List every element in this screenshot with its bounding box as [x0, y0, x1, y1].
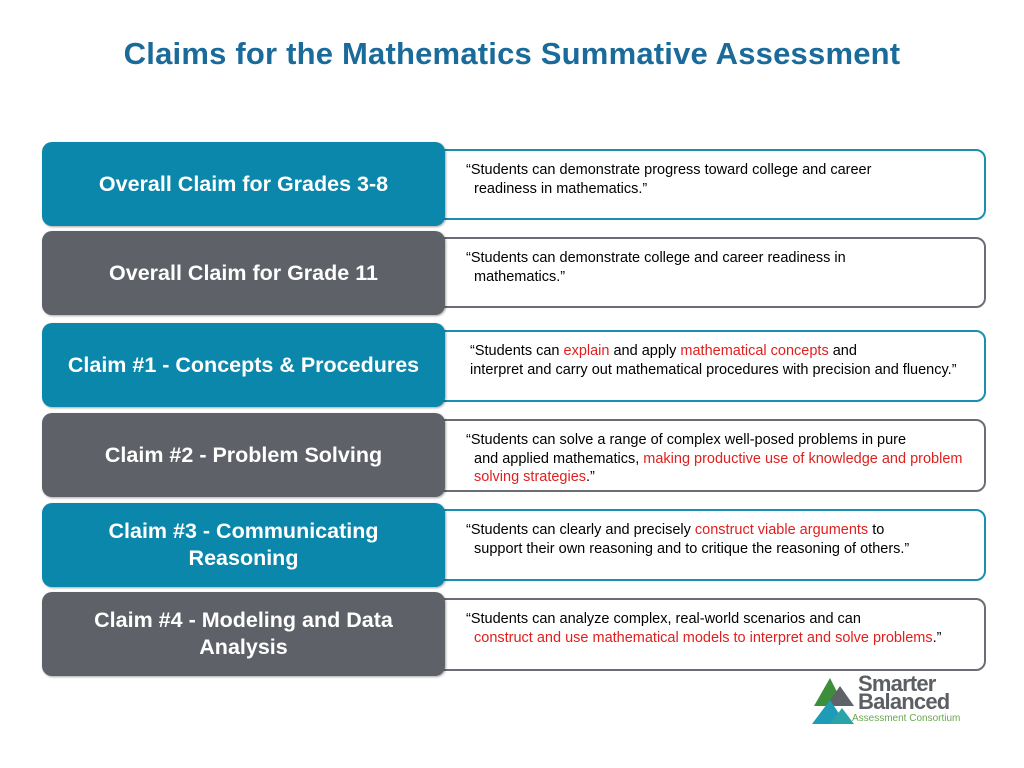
- claim-text-line1: [466, 432, 906, 448]
- highlighted-phrase: construct and use mathematical models to interpret and solve problems: [474, 629, 933, 646]
- claim-text-segment: “Students can solve a range of complex well-posed problems in pure: [466, 432, 907, 448]
- claim-description: [420, 237, 986, 308]
- claim-text-segment: support their own reasoning and to critique the reasoning of others.”: [474, 540, 910, 557]
- claim-text-segment: to: [868, 522, 885, 538]
- slide-title: Claims for the Mathematics Summative Assessment: [123, 36, 901, 71]
- highlighted-phrase: explain: [563, 343, 610, 359]
- logo-subtitle: Assessment Consortium: [852, 713, 961, 724]
- claim-text-line1: [466, 250, 846, 266]
- claim-text-segment: “Students can analyze complex, real-world scenarios and can: [466, 611, 861, 627]
- claim-label: Claim #1 - Concepts & Procedures: [42, 323, 445, 407]
- claim-text-segment: “Students can: [470, 343, 564, 359]
- claim-label: Overall Claim for Grade 11: [42, 231, 445, 315]
- claim-text-segment: .”: [586, 469, 595, 485]
- claim-description: [420, 419, 986, 492]
- claim-label: Claim #2 - Problem Solving: [42, 413, 445, 497]
- claim-text-segment: and: [828, 343, 857, 359]
- claim-text-segment: and applied mathematics,: [474, 450, 644, 467]
- highlighted-phrase: making productive use of knowledge and problem solving strategies: [474, 450, 963, 485]
- claim-text-segment: “Students can demonstrate progress toward college and career: [466, 162, 872, 178]
- claim-text-line2: [466, 180, 972, 199]
- claim-description: [420, 149, 986, 220]
- claim-description: [420, 598, 986, 671]
- claim-text-line1: [466, 611, 861, 627]
- claim-description: [420, 330, 986, 402]
- claim-text-segment: mathematics.”: [474, 268, 566, 285]
- logo-word-smarter: Smarter: [858, 671, 936, 696]
- smarter-balanced-logo: [812, 672, 982, 728]
- claim-text-segment: “Students can clearly and precisely: [466, 522, 695, 538]
- claim-text-line1: [470, 343, 857, 359]
- logo-word-balanced: Balanced: [858, 689, 950, 714]
- highlighted-phrase: mathematical concepts: [680, 343, 829, 359]
- claim-text-segment: .”: [932, 629, 942, 646]
- highlighted-phrase: construct viable arguments: [694, 522, 869, 538]
- claim-text-line1: [466, 522, 884, 538]
- claim-label: Claim #4 - Modeling and Data Analysis: [42, 592, 445, 676]
- claim-text-line2: [466, 629, 972, 648]
- claim-label: Overall Claim for Grades 3-8: [42, 142, 445, 226]
- claim-text-line2: [470, 361, 972, 380]
- claim-text-line2: [466, 268, 972, 287]
- claim-text-segment: “Students can demonstrate college and career readiness in: [466, 250, 846, 266]
- claim-text-line2: [466, 540, 972, 559]
- claim-text-segment: interpret and carry out mathematical procedures with precision and fluency.”: [470, 361, 957, 378]
- claim-text-line1: [466, 162, 871, 178]
- claim-description: [420, 509, 986, 581]
- claim-text-segment: readiness in mathematics.”: [474, 180, 648, 197]
- claim-text-segment: and apply: [609, 343, 681, 359]
- claim-text-line2: [466, 450, 972, 487]
- claim-label: Claim #3 - Communicating Reasoning: [42, 503, 445, 587]
